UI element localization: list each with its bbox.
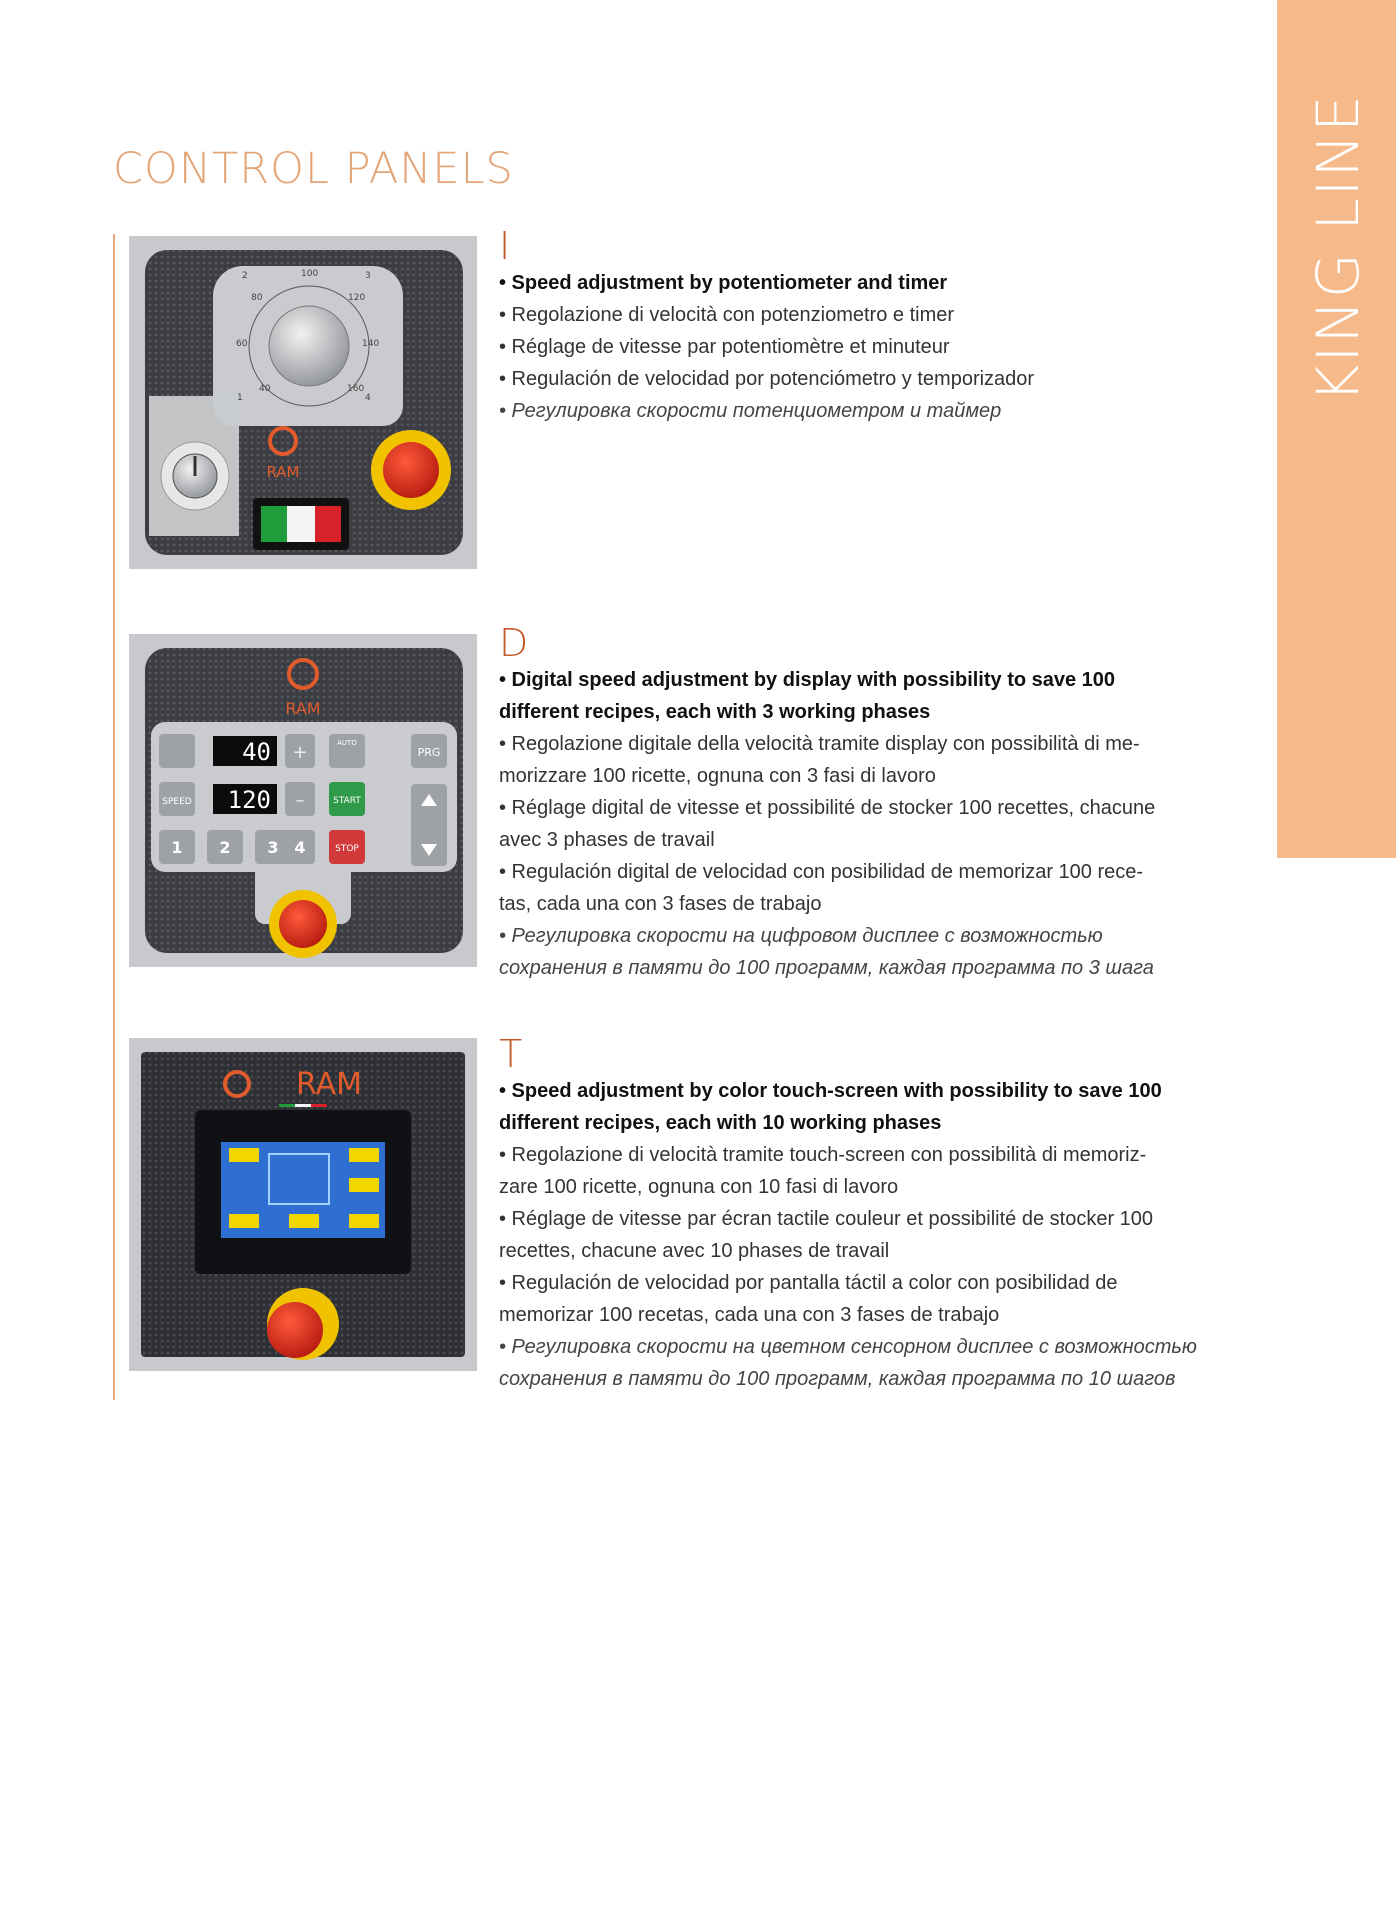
line-en: • Speed adjustment by color touch-screen with possibility to save 100: [499, 1080, 1162, 1102]
line-it: morizzare 100 ricette, ognuna con 3 fasi di lavoro: [499, 765, 936, 787]
line-es: • Regulación de velocidad por potenciómetro y temporizador: [499, 368, 1035, 390]
dial-tick: 3: [365, 271, 371, 281]
line-en: • Digital speed adjustment by display with possibility to save 100: [499, 669, 1116, 691]
line-it: • Regolazione di velocità con potenziometro e timer: [499, 304, 955, 326]
dial-tick: 2: [242, 271, 248, 281]
dial-tick: 1: [237, 393, 243, 403]
dial-tick: 80: [251, 293, 263, 303]
line-ru: • Регулировка скорости потенциометром и таймер: [499, 400, 1002, 422]
key-1-button: 1: [171, 838, 183, 857]
emergency-stop-button: [267, 1302, 323, 1358]
line-fr: • Réglage de vitesse par écran tactile couleur et possibilité de stocker 100: [499, 1208, 1154, 1230]
speed-button: SPEED: [162, 797, 192, 807]
line-fr: • Réglage digital de vitesse et possibilité de stocker 100 recettes, chacune: [499, 797, 1156, 819]
panel-d-description: [499, 623, 1214, 984]
panel-t-photo: [129, 1038, 477, 1371]
line-en: • Speed adjustment by potentiometer and timer: [499, 272, 948, 294]
prg-button: PRG: [417, 746, 441, 759]
start-button: START: [333, 796, 361, 806]
line-es: memorizar 100 recetas, cada una con 3 fases de trabajo: [499, 1304, 1000, 1326]
line-en: different recipes, each with 3 working phases: [499, 701, 931, 723]
dial-tick: 120: [348, 293, 366, 303]
line-fr: • Réglage de vitesse par potentiomètre et minuteur: [499, 336, 950, 358]
line-ru: сохранения в памяти до 100 программ, каждая программа по 3 шага: [499, 957, 1154, 979]
ram-brand-text: RAM: [295, 1067, 363, 1102]
line-es: • Regulación de velocidad por pantalla táctil a color con posibilidad de: [499, 1272, 1118, 1294]
line-ru: • Регулировка скорости на цветном сенсорном дисплее с возможностью: [499, 1336, 1197, 1358]
dial-tick: 60: [236, 339, 248, 349]
emergency-stop-button: [383, 442, 439, 498]
panel-letter: I: [499, 224, 511, 268]
plus-button: +: [292, 742, 308, 763]
dial-tick: 160: [347, 384, 365, 394]
emergency-stop-button: [279, 900, 327, 948]
display-bottom: 120: [227, 786, 271, 814]
line-it: • Regolazione di velocità tramite touch-screen con possibilità di memoriz-: [499, 1144, 1147, 1166]
line-fr: recettes, chacune avec 10 phases de travail: [499, 1240, 890, 1262]
key-2-button: 2: [219, 838, 231, 857]
panel-letter: D: [499, 621, 529, 665]
line-fr: avec 3 phases de travail: [499, 829, 715, 851]
display-top: 40: [242, 738, 271, 766]
line-ru: • Регулировка скорости на цифровом дисплее с возможностью: [499, 925, 1103, 947]
dial-tick: 100: [301, 269, 319, 279]
panel-t-description: [499, 1034, 1214, 1395]
dial-tick: 140: [362, 339, 380, 349]
speed-potentiometer-knob: [269, 306, 349, 386]
line-es: • Regulación digital de velocidad con posibilidad de memorizar 100 rece-: [499, 861, 1144, 883]
auto-button: AUTO: [337, 739, 357, 747]
panel-i-photo: [129, 236, 477, 569]
line-it: • Regolazione digitale della velocità tramite display con possibilità di me-: [499, 733, 1140, 755]
side-tab-label: KING LINE: [1304, 93, 1372, 403]
ram-brand-text: RAM: [266, 463, 300, 481]
minus-button: –: [295, 790, 305, 811]
panel-d-photo: [129, 634, 477, 967]
stop-button: STOP: [335, 844, 359, 854]
section-divider-line: [113, 234, 115, 1400]
page-title: CONTROL PANELS: [113, 144, 514, 194]
line-it: zare 100 ricette, ognuna con 10 fasi di lavoro: [499, 1176, 899, 1198]
key-4-button: 4: [294, 838, 306, 857]
ram-brand-text: RAM: [285, 699, 321, 718]
line-ru: сохранения в памяти до 100 программ, каждая программа по 10 шагов: [499, 1368, 1176, 1390]
dial-tick: 4: [365, 393, 371, 403]
panel-i-description: [499, 226, 1214, 427]
key-3-button: 3: [267, 838, 279, 857]
line-en: different recipes, each with 10 working phases: [499, 1112, 942, 1134]
panel-letter: T: [499, 1032, 523, 1076]
line-es: tas, cada una con 3 fases de trabajo: [499, 893, 822, 915]
dial-tick: 40: [259, 384, 271, 394]
